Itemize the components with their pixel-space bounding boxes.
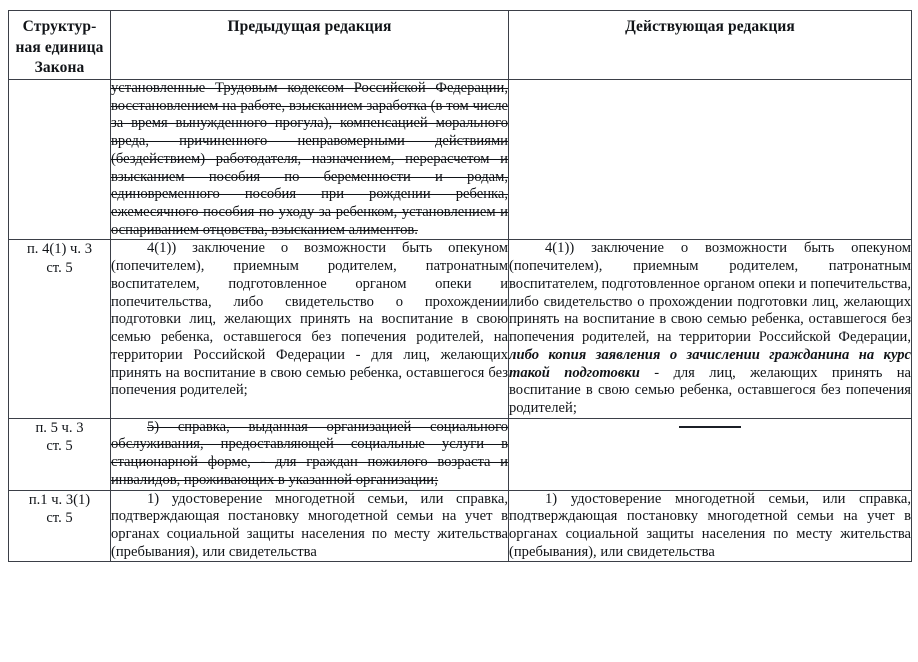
table-row [9, 80, 912, 240]
row-unit-cell [9, 80, 111, 240]
table-row [9, 240, 912, 418]
row-unit-line1: п. 5 ч. 3 [35, 419, 84, 436]
row-current-cell [509, 240, 912, 418]
row-unit-line1: п. 4(1) ч. 3 [26, 241, 92, 258]
column-header-previous-edition [111, 11, 509, 80]
column-header-unit-line3: Закона [34, 59, 85, 77]
em-dash-icon [679, 426, 741, 428]
row-unit-line2: ст. 5 [46, 259, 73, 276]
row-current-cell [509, 418, 912, 490]
column-header-current-edition-label: Действующая редакция [625, 18, 795, 35]
current-edition-text-part2: - для лиц, желающих принять на воспитание в свою семью ребенка, оставшегося без попечения родителей; [509, 364, 912, 416]
column-header-current-edition [509, 11, 912, 80]
row-previous-cell [111, 418, 509, 490]
row-unit-cell [9, 240, 111, 418]
table-row [9, 490, 912, 562]
current-edition-text: 1) удостоверение многодетной семьи, или справка, подтверждающая постановку многодетной семьи на учет в органах социальной защиты населения по месту жительства (пребывания), или свидетельства [509, 490, 911, 560]
column-header-unit [9, 11, 111, 80]
column-header-unit-line2: ная единица [15, 38, 104, 56]
row-current-cell [509, 80, 912, 240]
previous-edition-text: 1) удостоверение многодетной семьи, или справка, подтверждающая постановку многодетной семьи на учет в органах социальной защиты населения по месту жительства (пребывания), или свидетельства [111, 490, 508, 560]
row-unit-line1: п.1 ч. 3(1) [28, 491, 91, 508]
current-edition-inserted-text: либо копия заявления о зачислении гражданина на курс такой подготовки [509, 346, 911, 381]
row-unit-line2: ст. 5 [46, 509, 73, 526]
previous-edition-text: 4(1)) заключение о возможности быть опекуном (попечителем), приемным родителем, патронатным воспитателем, подготовленное органом опеки и попечительства, либо свидетельство о прохождении подготовки лиц, желающих принять на воспитание в свою семью ребенка, оставшегося без попечения родителей, на территории Российской Федерации - для лиц, желающих принять на воспитание в свою семью ребенка, оставшегося без попечения родителей; [111, 240, 508, 399]
row-previous-cell [111, 490, 509, 562]
previous-edition-text: установленные Трудовым кодексом Российской Федерации, восстановлением на работе, взысканием заработка (в том числе за время вынужденного прогула), компенсацией морального вреда, причиненного неправомерными действиями (бездействием) работодателя, назначением, перерасчетом и взысканием пособия по беременности и родам, единовременного пособия при рождении ребенка, ежемесячного пособия по уходу за ребенком, установлением и оспариванием отцовства, взысканием алиментов. [111, 80, 508, 238]
column-header-unit-line1: Структур- [22, 18, 97, 35]
comparison-table [8, 10, 912, 562]
table-header [9, 11, 912, 80]
current-edition-text-part1: 4(1)) заключение о возможности быть опекуном (попечителем), приемным родителем, патронатным воспитателем, подготовленное органом опеки и попечительства, либо свидетельство о прохождении подготовки лиц, желающих принять на воспитание в свою семью ребенка, оставшегося без попечения родителей, на территории Российской Федерации, [509, 240, 911, 346]
previous-edition-text: 5) справка, выданная организацией социального обслуживания, предоставляющей социальные услуги в стационарной форме, - для граждан пожилого возраста и инвалидов, проживающих в указанной организации; [111, 418, 508, 488]
row-unit-cell [9, 418, 111, 490]
current-edition-text [509, 240, 911, 417]
table-header-row [9, 11, 912, 80]
row-current-cell [509, 490, 912, 562]
row-unit-cell [9, 490, 111, 562]
table-row [9, 418, 912, 490]
table-body [9, 80, 912, 562]
row-previous-cell [111, 240, 509, 418]
row-unit-line2: ст. 5 [46, 437, 73, 454]
row-previous-cell [111, 80, 509, 240]
column-header-previous-edition-label: Предыдущая редакция [227, 18, 392, 35]
